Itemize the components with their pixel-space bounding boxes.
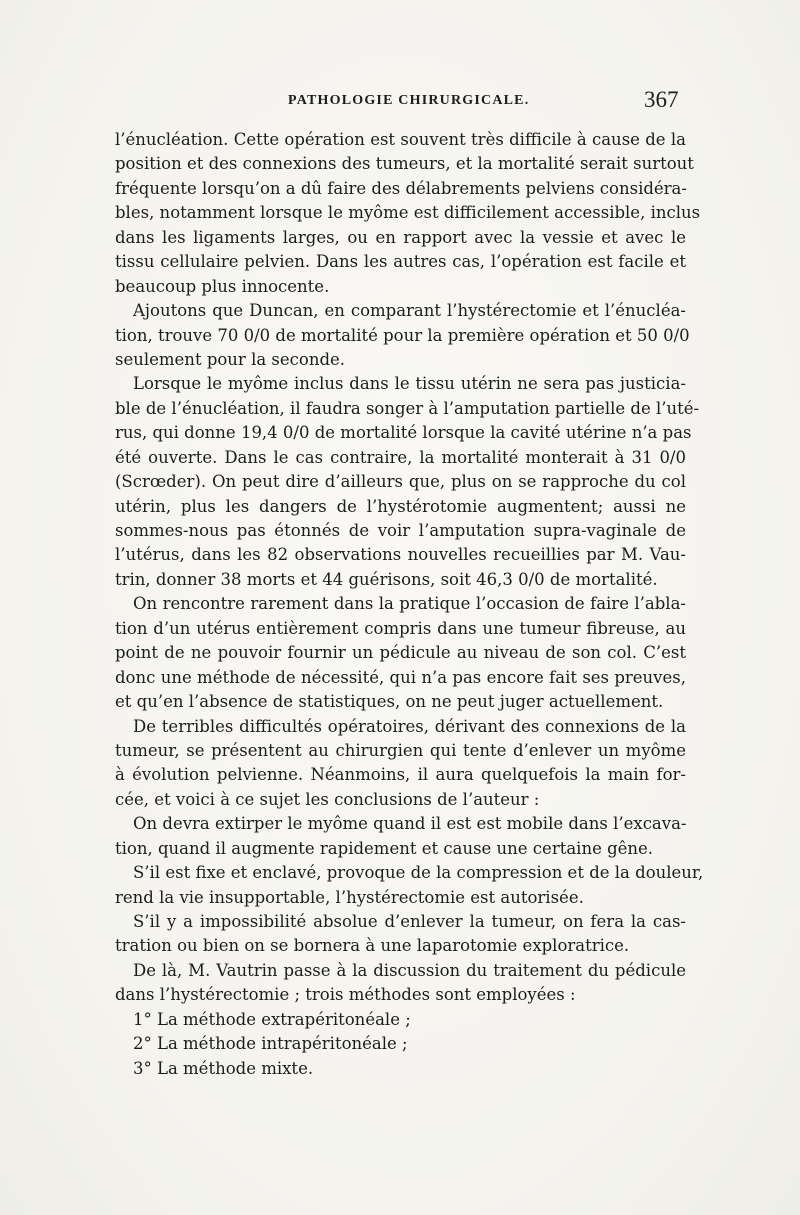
text-line: rend la vie insupportable, l’hystérectomie est autorisée.: [115, 887, 584, 907]
running-head: PATHOLOGIE CHIRURGICALE.: [288, 93, 530, 108]
text-line: tion, quand il augmente rapidement et cause une certaine gêne.: [115, 838, 654, 858]
text-line: beaucoup plus innocente.: [115, 276, 330, 296]
text-line: tissu cellulaire pelvien. Dans les autres cas, l’opération est facile et: [115, 252, 686, 272]
text-line: seulement pour la seconde.: [115, 349, 346, 369]
text-line: l’utérus, dans les 82 observations nouvelles recueillies par M. Vau-: [115, 545, 686, 565]
page-number: 367: [644, 87, 679, 112]
text-line: donc une méthode de nécessité, qui n’a pas encore fait ses preuves,: [115, 667, 686, 687]
text-line: tion d’un utérus entièrement compris dans une tumeur fibreuse, au: [115, 618, 686, 638]
text-line: On devra extirper le myôme quand il est est mobile dans l’excava-: [133, 814, 687, 834]
text-line: point de ne pouvoir fournir un pédicule au niveau de son col. C’est: [115, 643, 686, 663]
text-line: S’il est fixe et enclavé, provoque de la compression et de la douleur,: [133, 863, 704, 883]
text-line: fréquente lorsqu’on a dû faire des délabrements pelviens considéra-: [115, 178, 687, 198]
text-line: De là, M. Vautrin passe à la discussion du traitement du pédicule: [133, 960, 686, 980]
text-line: bles, notamment lorsque le myôme est difficilement accessible, inclus: [115, 203, 701, 223]
text-line: dans l’hystérectomie ; trois méthodes sont employées :: [115, 985, 576, 1005]
text-line: sommes-nous pas étonnés de voir l’amputation supra-vaginale de: [115, 521, 686, 540]
text-line: S’il y a impossibilité absolue d’enlever la tumeur, on fera la cas-: [133, 912, 686, 931]
body-text: [115, 128, 704, 1081]
text-line: De terribles difficultés opératoires, dérivant des connexions de la: [133, 716, 686, 736]
list-item: 2° La méthode intrapéritonéale ;: [133, 1034, 408, 1054]
list-item: 1° La méthode extrapéritonéale ;: [133, 1009, 411, 1029]
text-line: dans les ligaments larges, ou en rapport avec la vessie et avec le: [115, 227, 686, 247]
text-line: et qu’en l’absence de statistiques, on ne peut juger actuellement.: [115, 692, 664, 712]
text-line: trin, donner 38 morts et 44 guérisons, soit 46,3 0/0 de mortalité.: [115, 569, 658, 589]
list-item: 3° La méthode mixte.: [133, 1058, 314, 1078]
text-line: rus, qui donne 19,4 0/0 de mortalité lorsque la cavité utérine n’a pas: [115, 423, 692, 443]
text-line: On rencontre rarement dans la pratique l’occasion de faire l’abla-: [133, 594, 686, 614]
text-line: Lorsque le myôme inclus dans le tissu utérin ne sera pas justicia-: [133, 374, 686, 394]
text-line: Ajoutons que Duncan, en comparant l’hystérectomie et l’énucléa-: [133, 301, 686, 321]
text-line: ble de l’énucléation, il faudra songer à l’amputation partielle de l’uté-: [115, 398, 700, 418]
page-header: [0, 87, 800, 121]
text-line: tration ou bien on se bornera à une laparotomie exploratrice.: [115, 936, 630, 956]
text-line: été ouverte. Dans le cas contraire, la mortalité monterait à 31 0/0: [115, 447, 686, 467]
text-line: tumeur, se présentent au chirurgien qui tente d’enlever un myôme: [115, 740, 686, 760]
text-line: cée, et voici à ce sujet les conclusions de l’auteur :: [115, 789, 540, 809]
text-line: position et des connexions des tumeurs, et la mortalité serait surtout: [115, 154, 694, 174]
text-line: utérin, plus les dangers de l’hystérotomie augmentent; aussi ne: [115, 496, 686, 516]
text-line: l’énucléation. Cette opération est souvent très difficile à cause de la: [115, 130, 686, 149]
text-line: (Scrœder). On peut dire d’ailleurs que, plus on se rapproche du col: [115, 472, 686, 492]
text-line: à évolution pelvienne. Néanmoins, il aura quelquefois la main for-: [115, 765, 686, 785]
text-line: tion, trouve 70 0/0 de mortalité pour la première opération et 50 0/0: [115, 325, 690, 345]
